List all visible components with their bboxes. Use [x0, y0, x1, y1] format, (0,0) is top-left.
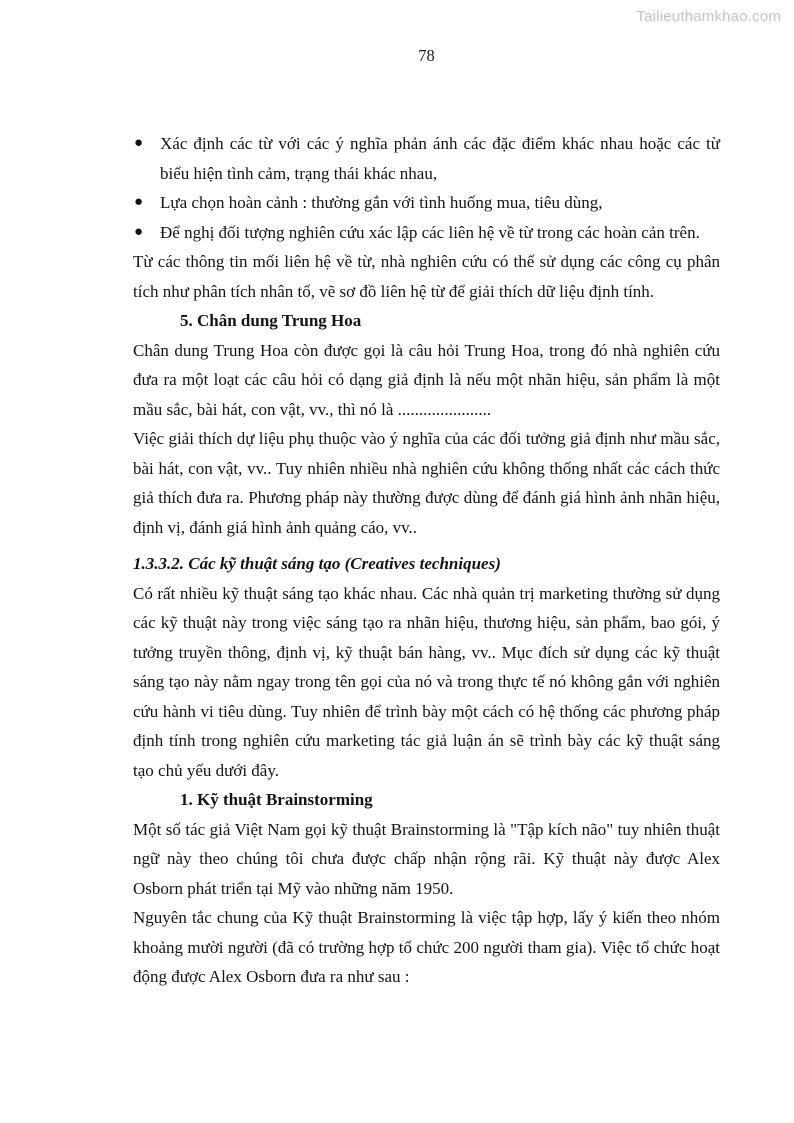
- bullet-text: Lựa chọn hoàn cảnh : thường gắn với tình huống mua, tiêu dùng,: [160, 193, 603, 212]
- section-heading: 1. Kỹ thuật Brainstorming: [180, 790, 373, 809]
- paragraph: Nguyên tắc chung của Kỹ thuật Brainstorming là việc tập hợp, lấy ý kiến theo nhóm khoảng mười người (đã có trường hợp tổ chức 200 người tham gia). Việc tổ chức hoạt động được Alex Osborn đưa ra như sau :: [133, 908, 720, 986]
- section-heading: 5. Chân dung Trung Hoa: [180, 311, 362, 330]
- paragraph: Chân dung Trung Hoa còn được gọi là câu hỏi Trung Hoa, trong đó nhà nghiên cứu đưa ra một loạt các câu hỏi có dạng giả định là nếu một nhãn hiệu, sản phẩm là một mầu sắc, bài hát, con vật, vv., thì nó là ......................: [133, 340, 720, 419]
- bullet-item: [133, 188, 720, 218]
- section-heading: 1.3.3.2. Các kỹ thuật sáng tạo (Creatives techniques): [133, 554, 501, 573]
- bullet-icon: ●: [134, 194, 144, 210]
- paragraph: Việc giải thích dự liệu phụ thuộc vào ý nghĩa của các đối tưởng giả định như mầu sắc, bài hát, con vật, vv.. Tuy nhiên nhiều nhà nghiên cứu không thống nhất các cách thức giả thích đưa ra. Phương pháp này thường được dùng để đánh giá hình ảnh nhãn hiệu, định vị, đánh giá hình ảnh quảng cáo, vv..: [133, 429, 720, 537]
- site-watermark: Tailieuthamkhao.com: [636, 8, 781, 25]
- bullet-icon: ●: [134, 135, 144, 151]
- paragraph: Một số tác giả Việt Nam gọi kỹ thuật Brainstorming là "Tập kích não" tuy nhiên thuật ngữ này theo chúng tôi chưa được chấp nhận rộng rãi. Kỹ thuật này được Alex Osborn phát triển tại Mỹ vào những năm 1950.: [133, 819, 720, 898]
- bullet-text: Xác định các từ với các ý nghĩa phản ánh các đặc điểm khác nhau hoặc các từ biểu hiện tình cảm, trạng thái khác nhau,: [160, 134, 720, 183]
- bullet-icon: ●: [134, 223, 144, 240]
- paragraph: Từ các thông tin mối liên hệ về từ, nhà nghiên cứu có thể sử dụng các công cụ phân tích như phân tích nhân tố, vẽ sơ đồ liên hệ từ để giải thích dữ liệu định tính.: [133, 252, 720, 301]
- document-body: [133, 129, 720, 992]
- paragraph: Có rất nhiều kỹ thuật sáng tạo khác nhau. Các nhà quản trị marketing thường sử dụng các kỹ thuật này trong việc sáng tạo ra nhãn hiệu, thương hiệu, sản phẩm, bao gói, ý tưởng truyền thông, định vị, kỹ thuật bán hàng, vv.. Mục đích sử dụng các kỹ thuật sáng tạo này nằm ngay trong tên gọi của nó và trong thực tế nó không gắn với nghiên cứu hành vi tiêu dùng. Tuy nhiên để trình bày một cách có hệ thống các phương pháp định tính trong nghiên cứu marketing tác giả luận án sẽ trình bày các kỹ thuật sáng tạo chủ yếu dưới đây.: [133, 583, 720, 780]
- bullet-item: [133, 129, 720, 188]
- page-number: 78: [418, 46, 435, 65]
- bullet-text: Để nghị đối tượng nghiên cứu xác lập các liên hệ về từ trong các hoàn cản trên.: [160, 222, 700, 242]
- bullet-item: [133, 218, 720, 248]
